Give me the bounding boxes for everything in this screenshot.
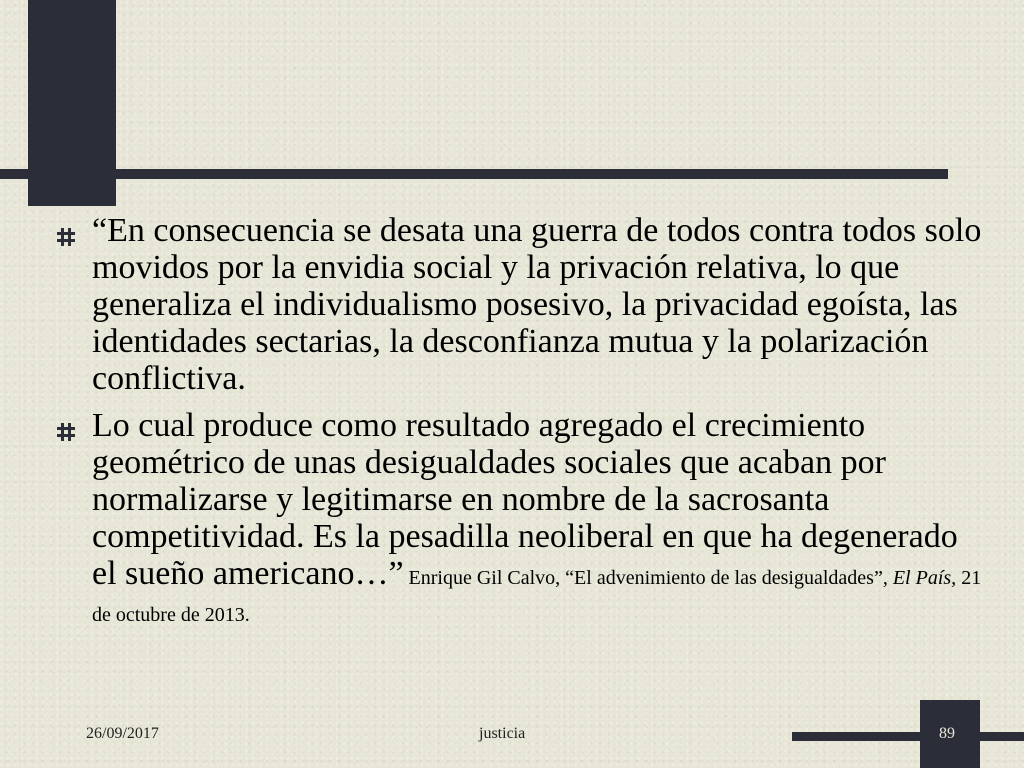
footer-title: justicia <box>479 725 526 742</box>
bullet-text <box>92 407 986 629</box>
page-number: 89 <box>939 725 955 742</box>
bullet-item <box>56 407 986 629</box>
decorative-bottom-rule <box>792 732 1024 741</box>
quote-text: Lo cual produce como resultado agregado el crecimiento geométrico de unas desigualdades sociales que acaban por normalizarse y legitimarse en nombre de la sacrosanta competitividad. Es la pesadilla neoliberal en que ha degenerado el sueño americano…” <box>92 407 958 592</box>
citation-source: El País, <box>892 567 957 589</box>
slide-body <box>56 212 986 639</box>
bullet-text: “En consecuencia se desata una guerra de todos contra todos solo movidos por la envidia social y la privación relativa, lo que generaliza el individualismo posesivo, la privacidad egoísta, las identidades sectarias, la desconfianza mutua y la polarización conflictiva. <box>92 212 982 397</box>
decorative-top-rule <box>0 169 948 179</box>
citation-date: 21 de octubre de 2013. <box>92 567 982 626</box>
footer-date: 26/09/2017 <box>86 725 159 742</box>
citation-author: Enrique Gil Calvo, “El advenimiento de las desigualdades”, <box>403 567 893 589</box>
bullet-item <box>56 212 986 397</box>
hash-bullet-icon <box>56 422 76 442</box>
hash-bullet-icon <box>56 227 76 247</box>
